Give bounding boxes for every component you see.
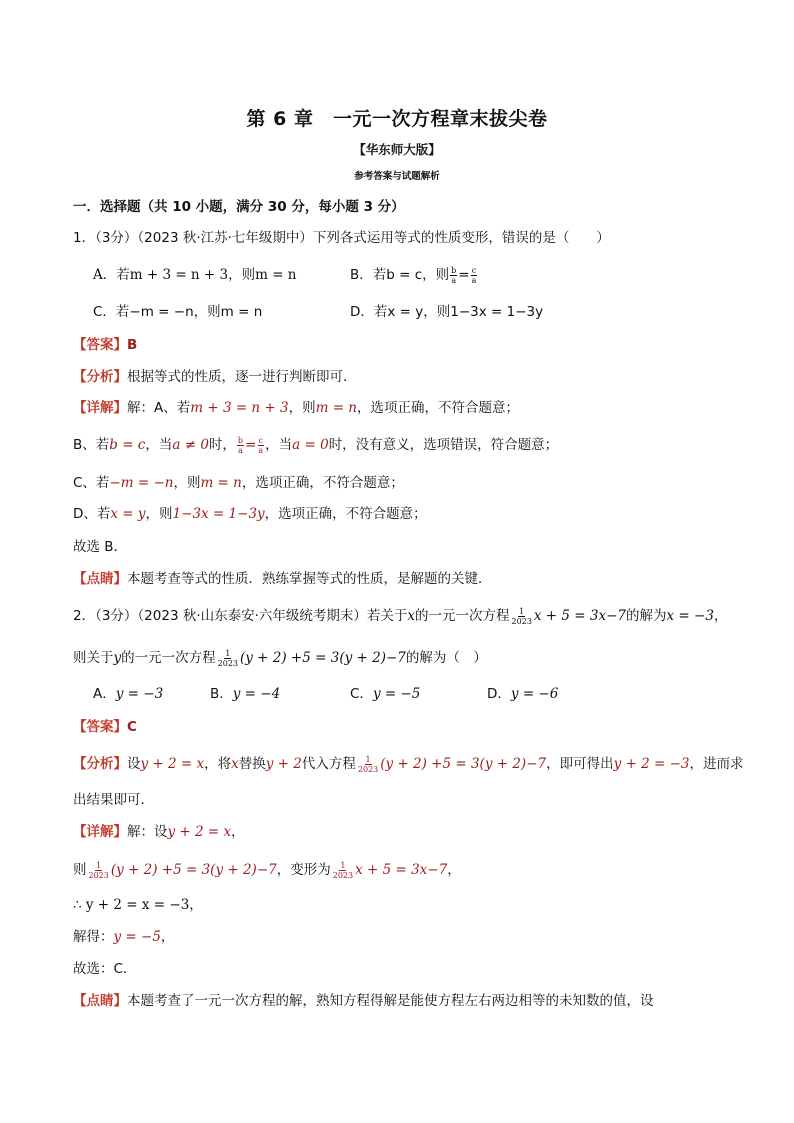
- answer-tag: 【答案】: [73, 719, 127, 735]
- detail-tag: 【详解】: [73, 400, 127, 416]
- q2-detail-2: [73, 860, 461, 880]
- fraction-numerator: 1: [225, 648, 231, 658]
- math-expression: y + 2 = x: [167, 824, 232, 840]
- q1-answer: [73, 335, 137, 355]
- q1-option-c: C．若−m = −n，则m = n: [93, 304, 263, 320]
- q2-stem-line2: [73, 648, 487, 668]
- q1-detail-d: [73, 504, 427, 524]
- detail-text: ，选项正确，不符合题意；: [357, 400, 519, 416]
- comment-tag: 【点睛】: [73, 993, 127, 1009]
- q1-choice: 故选 B．: [73, 539, 128, 555]
- fraction: [237, 436, 244, 455]
- q1-option-d: D．若x = y，则1−3x = 1−3y: [350, 304, 544, 320]
- fraction-denominator: 2023: [511, 616, 532, 626]
- math-expression: b = c: [109, 437, 146, 453]
- q2-detail-4: [73, 927, 174, 947]
- detail-text: ，选项正确，不符合题意；: [241, 475, 404, 491]
- math-expression: x = −3: [666, 608, 714, 624]
- math-expression: (y + 2) +5 = 3(y + 2)−7: [240, 650, 406, 666]
- q2-choice: 故选：C．: [73, 961, 137, 977]
- math-expression: a ≠ 0: [172, 437, 209, 453]
- detail-text: 解得：: [73, 929, 114, 945]
- math-expression: (y + 2) +5 = 3(y + 2)−7: [380, 756, 547, 772]
- detail-text: 时，没有意义，选项错误，符合题意；: [328, 437, 559, 453]
- answer-value: B: [127, 337, 138, 353]
- detail-text: ，则: [173, 475, 201, 491]
- q2-option-b: [210, 684, 280, 704]
- equals-sign: =: [458, 267, 470, 283]
- q2-option-d: [487, 684, 558, 704]
- analysis-text: ，将: [204, 756, 232, 772]
- math-expression: y: [113, 650, 122, 666]
- detail-text: C、若: [73, 475, 110, 491]
- detail-text: 解：设: [127, 824, 168, 840]
- analysis-text: 代入方程: [301, 756, 356, 772]
- fraction-numerator: b: [451, 265, 457, 275]
- q1-comment: [73, 569, 492, 589]
- detail-text: 则: [73, 862, 87, 878]
- fraction-numerator: 1: [340, 860, 346, 870]
- detail-text: B、若: [73, 437, 110, 453]
- fraction: [471, 266, 478, 285]
- fraction: [332, 861, 354, 880]
- fraction-numerator: b: [237, 435, 244, 445]
- math-expression: (y + 2) +5 = 3(y + 2)−7: [110, 862, 277, 878]
- q1-stem: 1．（3分）（2023 秋·江苏·七年级期中）下列各式运用等式的性质变形，错误的是（ ）: [73, 230, 610, 246]
- math-expression: x: [407, 608, 416, 624]
- equals-sign: =: [245, 437, 257, 453]
- option-label: D．: [487, 686, 511, 702]
- detail-text: 时，: [208, 437, 236, 453]
- q2-analysis-cont: 出结果即可．: [73, 792, 154, 808]
- q1-analysis: [73, 367, 357, 387]
- analysis-text: 设: [127, 756, 141, 772]
- analysis-text: ，进而求: [689, 756, 744, 772]
- answer-value: C: [127, 719, 137, 735]
- fraction-denominator: 2023: [357, 764, 379, 774]
- math-expression: y = −5: [372, 686, 421, 702]
- math-expression: a = 0: [292, 437, 329, 453]
- math-expression: y = −6: [510, 686, 559, 702]
- q2-option-c: [350, 684, 420, 704]
- math-expression: x + 5 = 3x−7: [355, 862, 448, 878]
- analysis-tag: 【分析】: [73, 369, 127, 385]
- math-expression: y + 2: [265, 756, 302, 772]
- fraction-denominator: a: [471, 275, 477, 285]
- q2-detail-3: ∴ y + 2 = x = −3，: [73, 897, 203, 913]
- analysis-text: 根据等式的性质，逐一进行判断即可．: [127, 369, 357, 385]
- comment-text: 本题考查了一元一次方程的解，熟知方程得解是能使方程左右两边相等的未知数的值，设: [127, 993, 654, 1009]
- fraction-denominator: a: [238, 445, 243, 455]
- stem-text: ，: [713, 608, 728, 624]
- stem-text: 的一元一次方程: [415, 608, 510, 624]
- page-title: 第 6 章 一元一次方程章末拔尖卷: [246, 108, 548, 130]
- q2-detail-1: [73, 822, 245, 842]
- math-expression: m = n: [315, 400, 357, 416]
- answer-tag: 【答案】: [73, 337, 127, 353]
- analysis-tag: 【分析】: [73, 756, 127, 772]
- math-expression: x: [231, 756, 239, 772]
- math-expression: y + 2 = −3: [613, 756, 690, 772]
- fraction: [357, 755, 379, 774]
- detail-text: ，: [160, 929, 175, 945]
- detail-text: D、若: [73, 506, 111, 522]
- stem-text: 的一元一次方程: [121, 650, 216, 666]
- q2-option-a: [93, 684, 163, 704]
- fraction-denominator: 2023: [332, 870, 354, 880]
- stem-text: 则关于: [73, 650, 114, 666]
- fraction-denominator: a: [451, 275, 457, 285]
- math-expression: x + 5 = 3x−7: [533, 608, 627, 624]
- comment-text: 本题考查等式的性质．熟练掌握等式的性质，是解题的关键．: [127, 571, 492, 587]
- fraction: [511, 607, 533, 626]
- fraction-denominator: a: [258, 445, 264, 455]
- math-expression: y = −3: [115, 686, 164, 702]
- analysis-text: 替换: [238, 756, 266, 772]
- q1-detail-a: [73, 398, 519, 418]
- option-label: C．: [350, 686, 373, 702]
- detail-text: ，: [447, 862, 461, 878]
- math-expression: x = y: [110, 506, 146, 522]
- edition-label: 【华东师大版】: [353, 142, 441, 157]
- analysis-text: ，即可得出: [546, 756, 614, 772]
- q1-option-b: [350, 265, 478, 285]
- math-expression: m = n: [200, 475, 242, 491]
- option-label: A．: [93, 686, 116, 702]
- fraction-denominator: 2023: [217, 658, 238, 668]
- math-expression: y = −5: [113, 929, 161, 945]
- q1-option-a: A．若m + 3 = n + 3，则m = n: [93, 267, 297, 283]
- comment-tag: 【点睛】: [73, 571, 127, 587]
- fraction-numerator: c: [258, 435, 263, 445]
- fraction: [257, 436, 264, 455]
- fraction-numerator: c: [471, 265, 477, 275]
- detail-text: 解：A、若: [127, 400, 191, 416]
- fraction-numerator: 1: [96, 860, 102, 870]
- fraction: [450, 266, 457, 285]
- detail-text: ，当: [145, 437, 173, 453]
- fraction-denominator: 2023: [88, 870, 109, 880]
- math-expression: m + 3 = n + 3: [190, 400, 289, 416]
- math-expression: y = −4: [232, 686, 281, 702]
- detail-tag: 【详解】: [73, 824, 127, 840]
- section-heading: 一．选择题（共 10 小题，满分 30 分，每小题 3 分）: [73, 199, 405, 215]
- fraction-numerator: 1: [365, 754, 371, 764]
- stem-text: 的解为: [626, 608, 667, 624]
- stem-text: 2．（3分）（2023 秋·山东泰安·六年级统考期末）若关于: [73, 608, 408, 624]
- math-expression: y + 2 = x: [140, 756, 205, 772]
- q2-comment: [73, 991, 654, 1011]
- math-expression: 1−3x = 1−3y: [172, 506, 265, 522]
- option-label: B．: [210, 686, 233, 702]
- fraction-numerator: 1: [519, 606, 525, 616]
- q2-stem: [73, 606, 727, 626]
- detail-text: ，则: [288, 400, 316, 416]
- stem-text: 的解为（ ）: [405, 650, 487, 666]
- detail-text: ，选项正确，不符合题意；: [264, 506, 427, 522]
- page-subtitle: 参考答案与试题解析: [354, 171, 440, 182]
- detail-text: ，则: [145, 506, 173, 522]
- fraction: [88, 861, 110, 880]
- q1-detail-b: [73, 435, 558, 455]
- math-expression: −m = −n: [109, 475, 174, 491]
- q2-analysis: [73, 754, 744, 774]
- fraction: [217, 649, 239, 668]
- detail-text: ，变形为: [276, 862, 331, 878]
- q2-answer: [73, 717, 137, 737]
- q1-detail-c: [73, 473, 404, 493]
- detail-text: ，: [231, 824, 245, 840]
- q1-option-b-prefix: B．若b = c，则: [350, 267, 450, 283]
- detail-text: ，当: [265, 437, 293, 453]
